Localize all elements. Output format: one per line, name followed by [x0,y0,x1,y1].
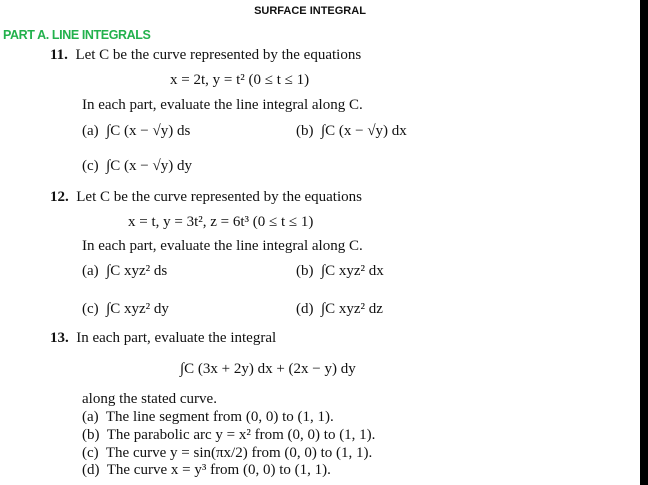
part-expr: The curve y = sin(πx/2) from (0, 0) to (1, 1). [105,445,373,461]
problem-12-part-b [296,262,384,280]
part-label: (b) [296,263,314,279]
problem-11-intro [50,46,361,64]
part-label: (c) [82,301,99,317]
problem-13-part-c [82,444,372,462]
problem-12-part-a [82,262,167,280]
part-expr: The curve x = y³ from (0, 0) to (1, 1). [106,462,331,478]
part-label: (a) [82,123,99,139]
problem-13-part-d [82,461,331,479]
problem-12-instruction: In each part, evaluate the line integral along C. [82,238,363,254]
part-expr: The parabolic arc y = x² from (0, 0) to (1, 1). [106,427,376,443]
part-expr: ∫C (x − √y) ds [106,123,191,139]
section-heading: PART A. LINE INTEGRALS [3,28,151,42]
problem-12-part-d [296,300,383,318]
intro-text: Let C be the curve represented by the equations [75,47,362,63]
problem-13-integral: ∫C (3x + 2y) dx + (2x − y) dy [180,361,356,377]
intro-text: Let C be the curve represented by the equations [76,189,362,205]
problem-11-part-b [296,122,407,140]
problem-12-part-c [82,300,169,318]
part-expr: ∫C xyz² dy [106,301,169,317]
problem-13-part-a [82,408,334,426]
problem-11-part-c [82,157,192,175]
problem-13-instruction: along the stated curve. [82,391,217,407]
part-expr: ∫C xyz² dx [321,263,384,279]
problem-13-part-b [82,426,375,444]
problem-12-equations: x = t, y = 3t², z = 6t³ (0 ≤ t ≤ 1) [128,214,314,230]
part-label: (c) [82,445,99,461]
part-label: (d) [296,301,314,317]
part-label: (a) [82,263,99,279]
page-title: SURFACE INTEGRAL [254,5,366,17]
part-expr: ∫C (x − √y) dx [321,123,407,139]
problem-12-intro [50,188,362,206]
part-expr: The line segment from (0, 0) to (1, 1). [105,409,334,425]
part-label: (b) [296,123,314,139]
part-expr: ∫C xyz² dz [321,301,383,317]
intro-text: In each part, evaluate the integral [76,330,277,346]
part-expr: ∫C (x − √y) dy [106,158,192,174]
part-expr: ∫C xyz² ds [106,263,168,279]
part-label: (c) [82,158,99,174]
problem-number: 13. [50,330,69,346]
problem-11-part-a [82,122,190,140]
problem-11-instruction: In each part, evaluate the line integral along C. [82,97,363,113]
problem-number: 11. [50,47,68,63]
part-label: (a) [82,409,99,425]
part-label: (d) [82,462,100,478]
problem-11-equations: x = 2t, y = t² (0 ≤ t ≤ 1) [170,72,310,88]
part-label: (b) [82,427,100,443]
right-edge-bar [640,0,648,485]
problem-13-intro [50,329,276,347]
problem-number: 12. [50,189,69,205]
